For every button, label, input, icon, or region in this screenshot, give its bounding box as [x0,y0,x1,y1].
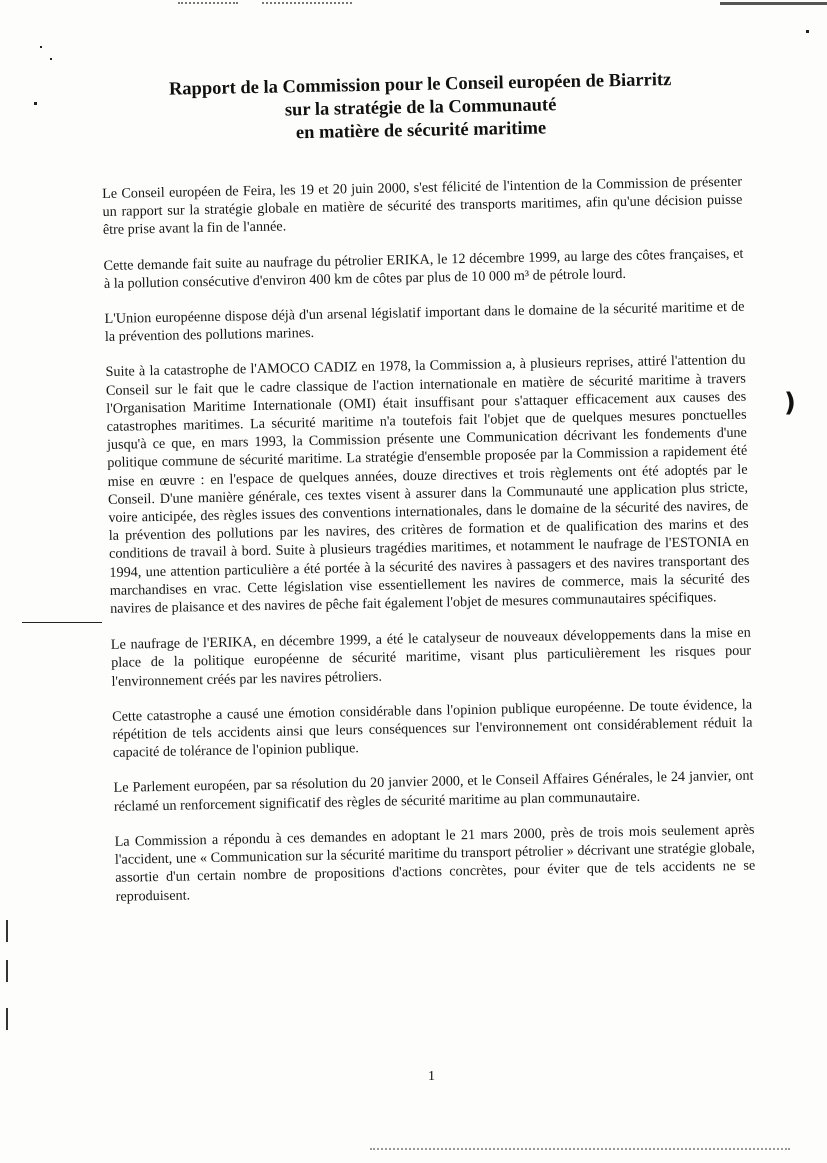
title-line-1: Rapport de la Commission pour le Conseil européen de Biarritz [168,70,672,100]
scan-speck [806,30,809,33]
page-number: 1 [428,1069,435,1084]
margin-underline-mark [22,622,102,623]
document-title [100,68,741,149]
scan-edge-mark [6,960,8,982]
scan-speck [50,58,52,60]
title-line-3: en matière de sécurité maritime [295,118,547,144]
paragraph-amoco-cadiz: Suite à la catastrophe de l'AMOCO CADIZ en 1978, la Commission a, à plusieurs reprises, attiré l'attention du Conseil sur le fait que le cadre classique de l'action internationale en matière de sécurité maritime à travers l'Organisation Maritime Internationale (OMI) était insuffisant pour s'attaquer efficacement aux causes des catastrophes maritimes. La sécurité maritime n'a toutefois fait l'objet que de quelques mesures ponctuelles jusqu'à ce que, en mars 1993, la Commission présente une Communication décrivant les fondements d'une politique commune de sécurité maritime. La stratégie d'ensemble proposée par la Commission a rapidement été mise en œuvre : en l'espace de quelques années, douze directives et trois règlements ont été adoptés par le Conseil. D'une manière générale, ces textes visent à assurer dans la Communauté une application plus stricte, voire anticipée, des règles issues des conventions internationales, dans le domaine de la sécurité des navires, de la prévention des pollutions par les navires, des critères de formation et de qualification des marins et des conditions de travail à bord. Suite à plusieurs tragédies maritimes, et notamment le naufrage de l'ESTONIA en 1994, une attention particulière a été portée à la sécurité des navires à passagers et des navires transportant des marchandises en vrac. Cette législation vise essentiellement les navires de commerce, mais la sécurité des navires de plaisance et des navires de pêche fait également l'objet de mesures communautaires spécifiques. [105,352,750,617]
scan-noise-header [262,2,352,7]
scan-speck [40,46,42,48]
margin-bracket-mark: ) [784,388,796,418]
paragraph-erika-catalyst: Le naufrage de l'ERIKA, en décembre 1999, a été le catalyseur de nouveaux développements dans la mise en place de la politique européenne de sécurité maritime, visant plus particulièrement les risques pour l'environnement créés par les navires pétroliers. [110,624,752,690]
scan-edge-mark [6,1008,8,1030]
title-line-2: sur la stratégie de la Communauté [284,95,557,121]
scan-noise-header [178,2,238,7]
scan-edge-mark [6,920,8,942]
scan-speck [34,102,37,105]
document-body [102,173,756,923]
paragraph-erika-sinking: Cette demande fait suite au naufrage du pétrolier ERIKA, le 12 décembre 1999, au large des côtes françaises, et à la pollution consécutive d'environ 400 km de côtes par plus de 10 000 m³ de pétrole lourd. [103,245,744,292]
paragraph-public-emotion: Cette catastrophe a causé une émotion considérable dans l'opinion publique européenne. De toute évidence, la répétition de tels accidents ainsi que leurs conséquences sur l'environnement ont considérablement réduit la capacité de tolérance de l'opinion publique. [112,696,753,762]
paragraph-commission-response: La Commission a répondu à ces demandes en adoptant le 21 mars 2000, près de trois mois seulement après l'accident, une « Communication sur la sécurité maritime du transport pétrolier » décrivant une stratégie globale, assortie d'un certain nombre de propositions d'actions concrètes, pour éviter que de tels accidents ne se reproduisent. [114,821,756,905]
scan-noise-footer [370,1148,790,1154]
scan-noise-header [720,2,827,8]
paragraph-feira: Le Conseil européen de Feira, les 19 et 20 juin 2000, s'est félicité de l'intention de la Commission de présenter un rapport sur la stratégie globale en matière de sécurité des transports maritimes, afin qu'une décision puisse être prise avant la fin de l'année. [102,173,743,239]
paragraph-parliament-resolution: Le Parlement européen, par sa résolution du 20 janvier 2000, et le Conseil Affaires Générales, le 24 janvier, ont réclamé un renforcement significatif des règles de sécurité maritime au plan communautaire. [113,768,754,815]
paragraph-legislative-arsenal: L'Union européenne dispose déjà d'un arsenal législatif important dans le domaine de la sécurité maritime et de la prévention des pollutions marines. [104,298,745,346]
